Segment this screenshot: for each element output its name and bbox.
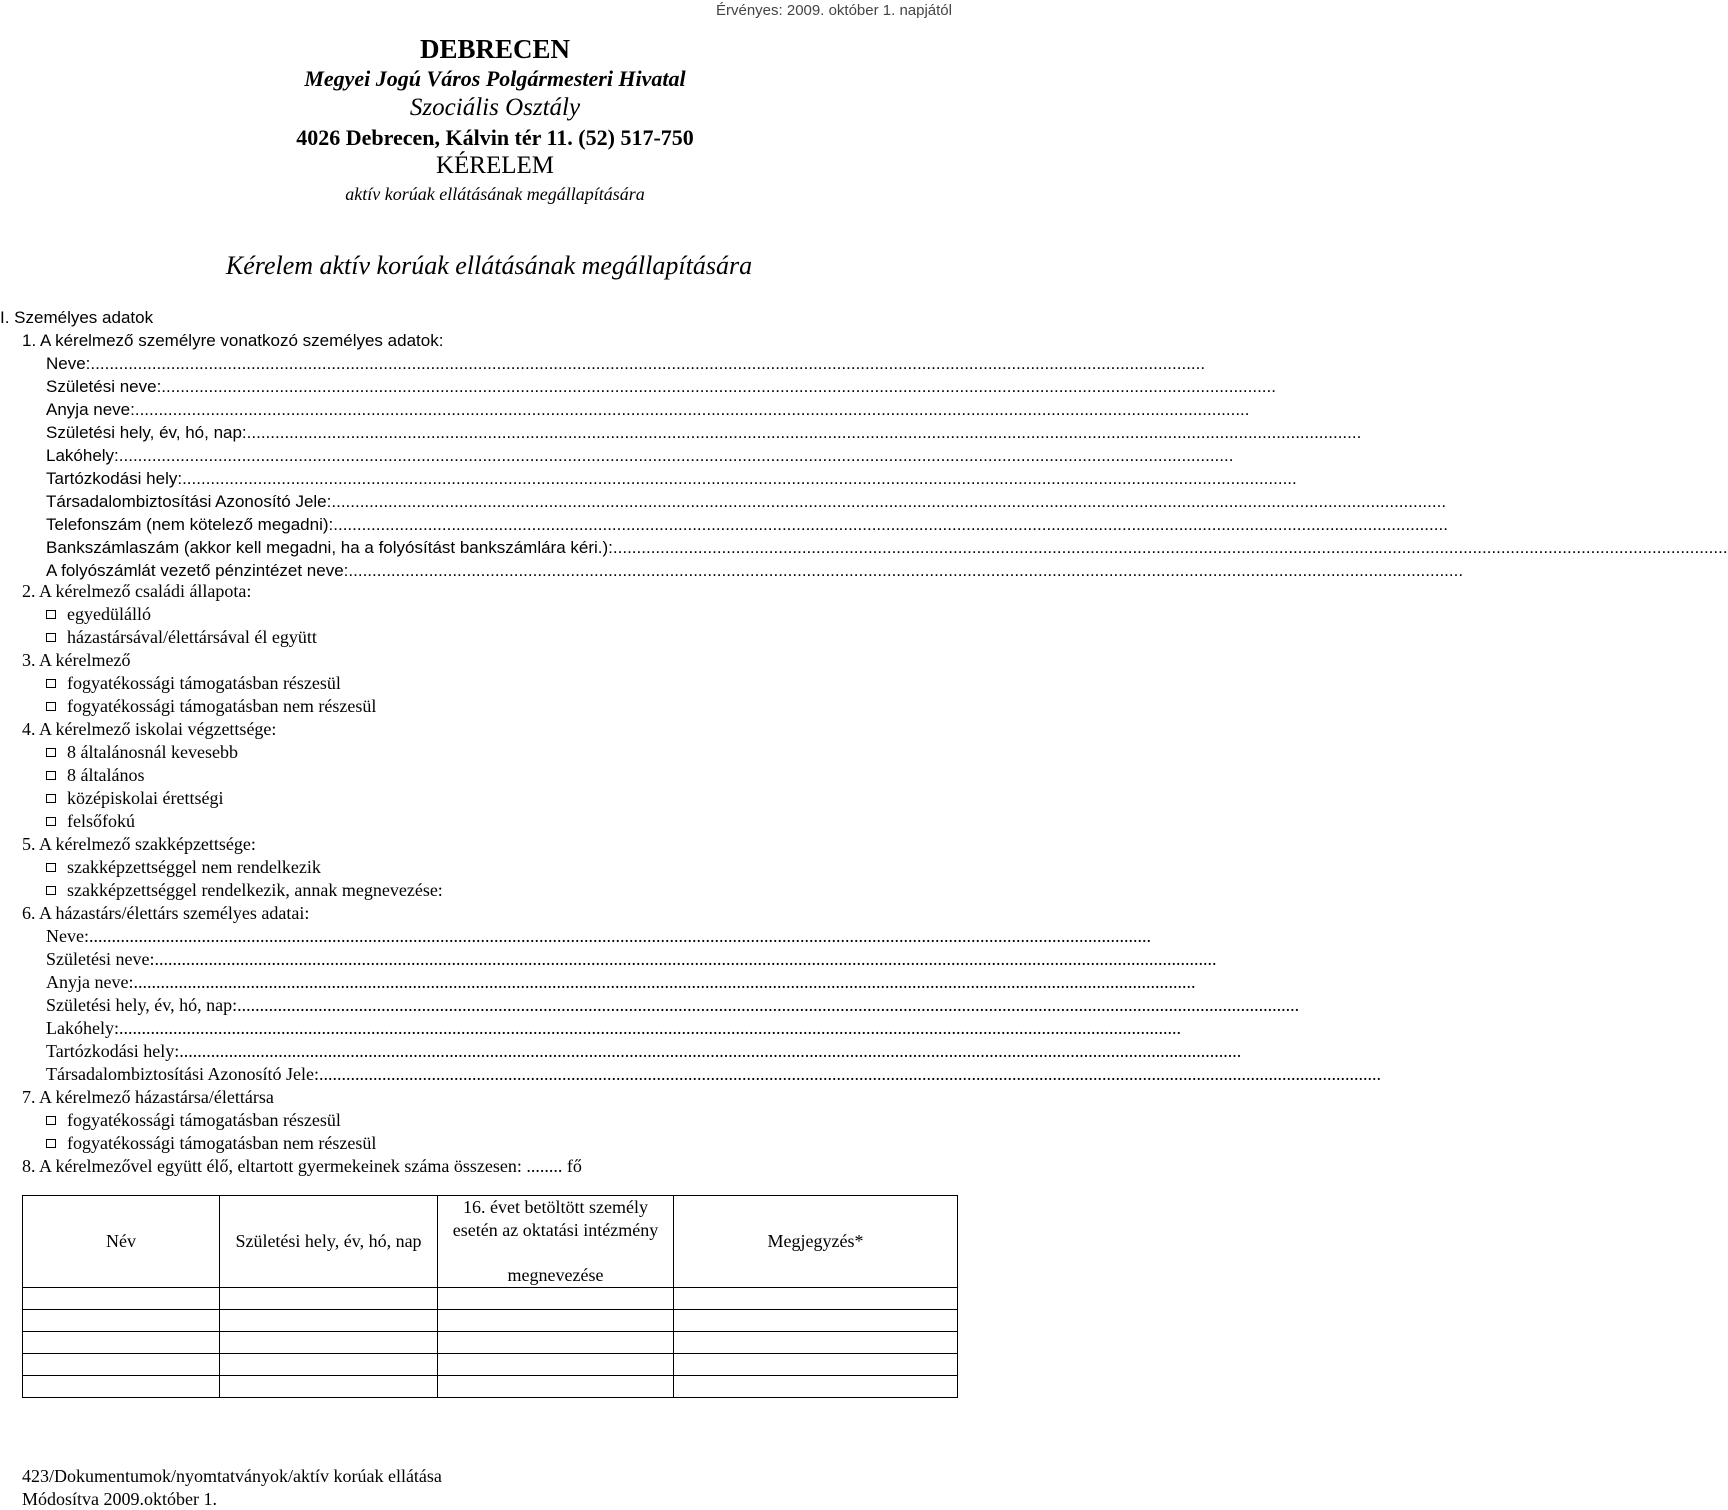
checkbox-icon[interactable] <box>46 633 56 642</box>
table-cell[interactable] <box>23 1354 220 1376</box>
applicant-field-fill-line[interactable]: ............................................................................................................................................................................................................................................ <box>134 400 1250 419</box>
col-note-header: Megjegyzés* <box>674 1196 958 1288</box>
spouse-disability-option-label: fogyatékossági támogatásban nem részesül <box>67 1133 377 1153</box>
table-cell[interactable] <box>674 1288 958 1310</box>
table-cell[interactable] <box>438 1332 674 1354</box>
table-header-row <box>23 1196 958 1288</box>
question-7 <box>22 1086 274 1109</box>
spouse-disability-option[interactable] <box>46 1109 341 1132</box>
question-2-label: 2. A kérelmező családi állapota: <box>22 581 252 601</box>
checkbox-icon[interactable] <box>46 702 56 711</box>
section-heading <box>0 306 153 329</box>
spouse-field[interactable] <box>46 971 1196 994</box>
spouse-field-fill-line[interactable]: ............................................................................................................................................................................................................................................ <box>179 1041 1242 1061</box>
qualification-option-label: szakképzettséggel rendelkezik, annak megnevezése: <box>67 880 443 900</box>
header-office: Megyei Jogú Város Polgármesteri Hivatal <box>304 66 686 91</box>
checkbox-icon[interactable] <box>46 748 56 757</box>
checkbox-icon[interactable] <box>46 771 56 780</box>
checkbox-icon[interactable] <box>46 1139 56 1148</box>
table-cell[interactable] <box>220 1332 438 1354</box>
table-cell[interactable] <box>438 1354 674 1376</box>
spouse-field-label: Anyja neve: <box>46 972 134 992</box>
marital-status-option-label: házastársával/élettársával él együtt <box>67 627 317 647</box>
spouse-field[interactable] <box>46 925 1151 948</box>
applicant-field[interactable] <box>46 467 1297 490</box>
marital-status-option-label: egyedülálló <box>67 604 151 624</box>
qualification-option-label: szakképzettséggel nem rendelkezik <box>67 857 321 877</box>
table-cell[interactable] <box>23 1288 220 1310</box>
validity-date: Érvényes: 2009. október 1. napjától <box>716 2 952 19</box>
spouse-field-fill-line[interactable]: ............................................................................................................................................................................................................................................ <box>237 995 1300 1015</box>
section-heading-label: I. Személyes adatok <box>0 308 154 327</box>
spouse-field-fill-line[interactable]: ............................................................................................................................................................................................................................................ <box>118 1018 1181 1038</box>
spouse-field-label: Születési neve: <box>46 949 155 969</box>
table-cell[interactable] <box>220 1288 438 1310</box>
education-option[interactable] <box>46 764 144 787</box>
question-5-label: 5. A kérelmező szakképzettsége: <box>22 834 256 854</box>
table-row <box>23 1288 958 1310</box>
education-option[interactable] <box>46 810 135 833</box>
question-1 <box>22 329 443 352</box>
applicant-field-label: Tartózkodási hely: <box>46 469 183 488</box>
table-cell[interactable] <box>23 1376 220 1398</box>
table-cell[interactable] <box>674 1354 958 1376</box>
checkbox-icon[interactable] <box>46 1116 56 1125</box>
spouse-disability-option-label: fogyatékossági támogatásban részesül <box>67 1110 341 1130</box>
footer-path: 423/Dokumentumok/nyomtatványok/aktív korúak ellátása <box>22 1466 442 1486</box>
col-birth-header: Születési hely, év, hó, nap <box>220 1196 438 1288</box>
disability-option[interactable] <box>46 695 376 718</box>
spouse-field-fill-line[interactable]: ............................................................................................................................................................................................................................................ <box>318 1064 1381 1084</box>
spouse-field-label: Neve: <box>46 926 89 946</box>
table-cell[interactable] <box>220 1376 438 1398</box>
applicant-field-label: Bankszámlaszám (akkor kell megadni, ha a folyósítást bankszámlára kéri.): <box>46 538 613 557</box>
question-3-label: 3. A kérelmező <box>22 650 131 670</box>
table-cell[interactable] <box>220 1354 438 1376</box>
applicant-field-fill-line[interactable]: ............................................................................................................................................................................................................................................ <box>333 515 1448 534</box>
applicant-field[interactable] <box>46 559 1464 582</box>
spouse-field[interactable] <box>46 1063 1381 1086</box>
children-table <box>22 1195 958 1398</box>
applicant-field[interactable] <box>46 513 1448 536</box>
question-8-label: 8. A kérelmezővel együtt élő, eltartott gyermekeinek száma összesen: ........ fő <box>22 1156 582 1176</box>
education-option-label: 8 általánosnál kevesebb <box>67 742 238 762</box>
checkbox-icon[interactable] <box>46 794 56 803</box>
qualification-option[interactable] <box>46 879 443 902</box>
applicant-field[interactable] <box>46 536 1728 559</box>
header-department: Szociális Osztály <box>409 94 581 121</box>
applicant-field[interactable] <box>46 352 1206 375</box>
table-row <box>23 1310 958 1332</box>
applicant-field-label: Születési neve: <box>46 377 162 396</box>
applicant-field-fill-line[interactable]: ............................................................................................................................................................................................................................................ <box>118 446 1234 465</box>
table-cell[interactable] <box>674 1332 958 1354</box>
question-4-label: 4. A kérelmező iskolai végzettsége: <box>22 719 277 739</box>
disability-option[interactable] <box>46 672 341 695</box>
table-cell[interactable] <box>674 1376 958 1398</box>
institution-header-line-2: esetén az oktatási intézmény <box>452 1220 659 1240</box>
spouse-field[interactable] <box>46 948 1217 971</box>
applicant-field-fill-line[interactable]: ............................................................................................................................................................................................................................................ <box>90 354 1206 373</box>
disability-option-label: fogyatékossági támogatásban részesül <box>67 673 341 693</box>
spouse-field-fill-line[interactable]: ............................................................................................................................................................................................................................................ <box>88 926 1151 946</box>
question-4 <box>22 718 276 741</box>
applicant-field-label: Anyja neve: <box>46 400 135 419</box>
question-5 <box>22 833 256 856</box>
applicant-field-fill-line[interactable]: ............................................................................................................................................................................................................................................ <box>161 377 1276 396</box>
spouse-disability-option[interactable] <box>46 1132 376 1155</box>
applicant-field-fill-line[interactable]: ............................................................................................................................................................................................................................................ <box>331 492 1447 511</box>
spouse-field-label: Társadalombiztosítási Azonosító Jele: <box>46 1064 319 1084</box>
disability-option-label: fogyatékossági támogatásban nem részesül <box>67 696 377 716</box>
applicant-field-label: Telefonszám (nem kötelező megadni): <box>46 515 334 534</box>
spouse-field-label: Születési hely, év, hó, nap: <box>46 995 238 1015</box>
question-3 <box>22 649 130 672</box>
question-2 <box>22 580 251 603</box>
applicant-field[interactable] <box>46 375 1276 398</box>
applicant-field-fill-line[interactable]: ............................................................................................................................................................................................................................................ <box>348 561 1464 580</box>
table-row <box>23 1376 958 1398</box>
checkbox-icon[interactable] <box>46 610 56 619</box>
spouse-field-label: Lakóhely: <box>46 1018 119 1038</box>
table-cell[interactable] <box>438 1376 674 1398</box>
applicant-field[interactable] <box>46 444 1234 467</box>
header-subtitle: aktív korúak ellátásának megállapítására <box>345 184 645 204</box>
applicant-field[interactable] <box>46 490 1447 513</box>
applicant-field-fill-line[interactable]: ............................................................................................................................................................................................................................................ <box>612 538 1728 557</box>
applicant-field-fill-line[interactable]: ............................................................................................................................................................................................................................................ <box>182 469 1297 488</box>
applicant-field-label: Születési hely, év, hó, nap: <box>46 423 247 442</box>
checkbox-icon[interactable] <box>46 679 56 688</box>
header-title: KÉRELEM <box>435 152 555 179</box>
spouse-field-fill-line[interactable]: ............................................................................................................................................................................................................................................ <box>133 972 1196 992</box>
table-row <box>23 1332 958 1354</box>
institution-header-line-3: megnevezése <box>507 1265 604 1285</box>
marital-status-option[interactable] <box>46 603 151 626</box>
applicant-field-label: A folyószámlát vezető pénzintézet neve: <box>46 561 349 580</box>
spouse-field[interactable] <box>46 1040 1242 1063</box>
checkbox-icon[interactable] <box>46 886 56 895</box>
table-cell[interactable] <box>438 1288 674 1310</box>
spouse-field-label: Tartózkodási hely: <box>46 1041 180 1061</box>
col-institution-header <box>438 1196 674 1288</box>
question-6 <box>22 902 309 925</box>
table-row <box>23 1354 958 1376</box>
table-cell[interactable] <box>23 1310 220 1332</box>
spouse-field[interactable] <box>46 1017 1181 1040</box>
header-address: 4026 Debrecen, Kálvin tér 11. (52) 517-750 <box>296 125 694 150</box>
spouse-field-fill-line[interactable]: ............................................................................................................................................................................................................................................ <box>154 949 1217 969</box>
education-option[interactable] <box>46 741 238 764</box>
applicant-field[interactable] <box>46 398 1250 421</box>
question-7-label: 7. A kérelmező házastársa/élettársa <box>22 1087 274 1107</box>
education-option[interactable] <box>46 787 223 810</box>
qualification-option[interactable] <box>46 856 321 879</box>
table-cell[interactable] <box>438 1310 674 1332</box>
applicant-field[interactable] <box>46 421 1362 444</box>
applicant-field-label: Társadalombiztosítási Azonosító Jele: <box>46 492 332 511</box>
header-city: DEBRECEN <box>419 34 571 64</box>
col-name-header: Név <box>23 1196 220 1288</box>
checkbox-icon[interactable] <box>46 817 56 826</box>
applicant-field-label: Neve: <box>46 354 91 373</box>
marital-status-option[interactable] <box>46 626 317 649</box>
question-6-label: 6. A házastárs/élettárs személyes adatai: <box>22 903 310 923</box>
footer-modified: Módosítva 2009.október 1. <box>22 1489 217 1509</box>
table-cell[interactable] <box>674 1310 958 1332</box>
applicant-field-label: Lakóhely: <box>46 446 119 465</box>
question-8[interactable] <box>22 1155 582 1178</box>
form-title: Kérelem aktív korúak ellátásának megállapítására <box>225 251 753 280</box>
spouse-field[interactable] <box>46 994 1300 1017</box>
institution-header-line-1: 16. évet betöltött személy <box>463 1197 648 1217</box>
checkbox-icon[interactable] <box>46 863 56 872</box>
education-option-label: felsőfokú <box>67 811 135 831</box>
question-1-label: 1. A kérelmező személyre vonatkozó személyes adatok: <box>22 331 444 350</box>
applicant-field-fill-line[interactable]: ............................................................................................................................................................................................................................................ <box>246 423 1362 442</box>
table-cell[interactable] <box>23 1332 220 1354</box>
education-option-label: középiskolai érettségi <box>67 788 224 808</box>
education-option-label: 8 általános <box>67 765 145 785</box>
table-cell[interactable] <box>220 1310 438 1332</box>
